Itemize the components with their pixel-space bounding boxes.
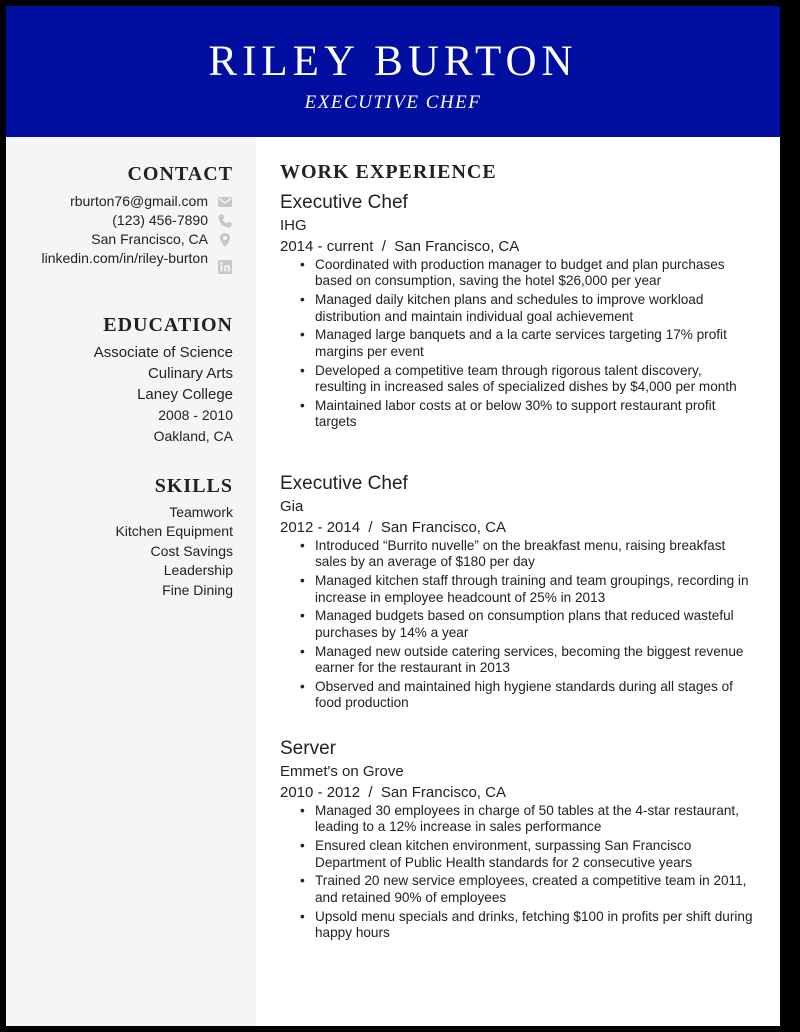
contact-location-row [6, 231, 256, 251]
list-item: • Ensured clean kitchen environment, surpassing San Francisco Department of Public Health standards for 2 consecutive years [315, 838, 760, 871]
map-pin-icon [217, 232, 233, 248]
skills-list [6, 503, 233, 600]
job-title-heading: EXECUTIVE CHEF [304, 92, 482, 113]
linkedin-icon [217, 259, 233, 275]
job-bullets [315, 257, 760, 431]
list-item: • Coordinated with production manager to budget and plan purchases based on consumption, saving the hotel $26,000 per year [315, 257, 760, 290]
sidebar [6, 137, 256, 1026]
list-item: • Managed 30 employees in charge of 50 tables at the 4-star restaurant, leading to a 12% increase in sales performance [315, 803, 760, 836]
education-location: Oakland, CA [153, 428, 233, 445]
resume-header [6, 6, 780, 137]
linkedin-text[interactable]: linkedin.com/in/riley-burton [41, 250, 208, 266]
skill-item: Fine Dining [162, 581, 233, 598]
job-entry [280, 472, 760, 714]
skill-item: Teamwork [169, 504, 233, 520]
education-years: 2008 - 2010 [158, 407, 233, 424]
job-company: IHG [280, 217, 307, 234]
skill-item: Kitchen Equipment [115, 523, 233, 540]
work-experience-heading: WORK EXPERIENCE [280, 161, 497, 183]
education-field: Culinary Arts [147, 364, 233, 382]
job-dates-location: 2012 - 2014 / San Francisco, CA [280, 519, 506, 536]
list-item: • Managed daily kitchen plans and schedules to improve workload distribution and maintain individual goal achievement [315, 292, 760, 325]
education-details [6, 343, 233, 447]
envelope-icon [217, 194, 233, 210]
list-item: • Managed budgets based on consumption plans that reduced wasteful purchases by 14% a year [315, 608, 760, 641]
job-title: Executive Chef [280, 192, 408, 213]
email-text[interactable]: rburton76@gmail.com [70, 193, 208, 209]
job-bullets [315, 538, 760, 712]
job-dates-location: 2014 - current / San Francisco, CA [280, 238, 520, 255]
list-item: • Observed and maintained high hygiene standards during all stages of food production [315, 679, 760, 712]
job-title: Server [280, 738, 336, 759]
job-bullets [315, 803, 760, 941]
phone-icon [217, 213, 233, 229]
job-entry [280, 737, 760, 944]
list-item: • Maintained labor costs at or below 30% to support restaurant profit targets [315, 398, 760, 431]
list-item: • Managed kitchen staff through training and team groupings, recording in increase in employee headcount of 25% in 2013 [315, 573, 760, 606]
location-text: San Francisco, CA [91, 231, 208, 247]
skills-heading: SKILLS [154, 475, 233, 497]
list-item: • Managed new outside catering services, becoming the biggest revenue earner for the restaurant in 2013 [315, 644, 760, 677]
candidate-name: RILEY BURTON [208, 38, 578, 85]
list-item: • Managed large banquets and a la carte services targeting 17% profit margins per event [315, 327, 760, 360]
education-degree: Associate of Science [93, 344, 233, 361]
contact-linkedin-row[interactable] [6, 250, 256, 288]
resume-page [6, 6, 780, 1026]
list-item: • Introduced “Burrito nuvelle” on the breakfast menu, raising breakfast sales by an average of $180 per day [315, 538, 760, 571]
education-heading: EDUCATION [103, 314, 233, 336]
job-company: Gia [280, 498, 304, 515]
phone-text[interactable]: (123) 456-7890 [112, 212, 208, 228]
education-school: Laney College [137, 385, 233, 403]
job-title: Executive Chef [280, 473, 408, 494]
contact-email-row[interactable] [6, 193, 256, 213]
job-dates-location: 2010 - 2012 / San Francisco, CA [280, 784, 506, 801]
list-item: • Developed a competitive team through rigorous talent discovery, resulting in increased sales of specialized dishes by $4,000 per month [315, 363, 760, 396]
list-item: • Upsold menu specials and drinks, fetching $100 in profits per shift during happy hours [315, 909, 760, 942]
job-company: Emmet's on Grove [280, 763, 404, 780]
job-entry [280, 191, 760, 433]
skill-item: Leadership [163, 562, 233, 579]
contact-heading: CONTACT [127, 163, 233, 185]
contact-phone-row[interactable] [6, 212, 256, 232]
list-item: • Trained 20 new service employees, created a competitive team in 2011, and retained 90% of employees [315, 873, 760, 906]
skill-item: Cost Savings [150, 542, 233, 559]
